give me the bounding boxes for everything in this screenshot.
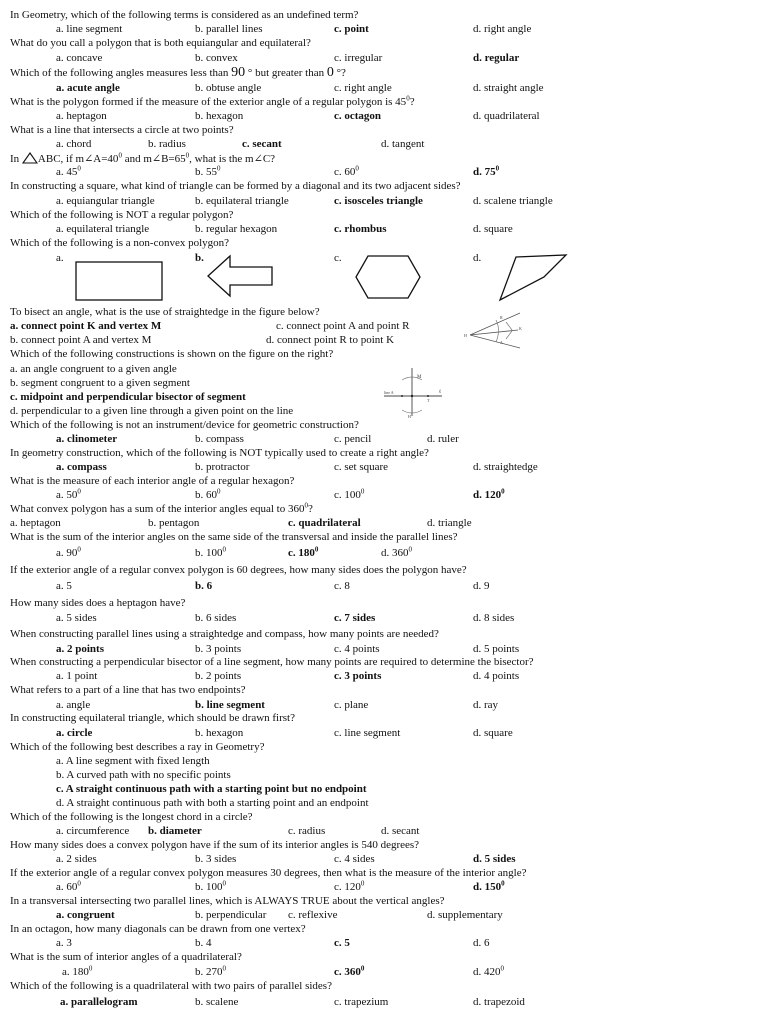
q30-option-c: c. trapezium	[334, 996, 389, 1008]
q20-option-d: d. 4 points	[473, 670, 520, 682]
q7-option-d: d. scalene triangle	[473, 195, 553, 207]
question-18-stem: How many sides does a heptagon have?	[10, 597, 186, 609]
question-28-stem: In an octagon, how many diagonals can be drawn from one vertex?	[10, 923, 306, 935]
q14-option-a: a. $50^0$	[56, 487, 81, 501]
q8-option-c: c. rhombus	[334, 223, 387, 235]
q4-option-a: a. heptagon	[56, 110, 107, 122]
q9-option-b: b.	[195, 252, 204, 264]
question-24-stem: Which of the following is the longest chord in a circle?	[10, 811, 253, 823]
fig-label-line: line A	[384, 390, 394, 395]
q12-option-a: a. clinometer	[56, 433, 118, 445]
question-26-stem: If the exterior angle of a regular convex polygon measures 30 degrees, then what is the measure of the interior angle?	[10, 867, 527, 879]
q7-option-a: a. equiangular triangle	[56, 195, 155, 207]
question-17-stem: If the exterior angle of a regular convex polygon is 60 degrees, how many sides does the polygon have?	[10, 564, 467, 576]
question-1-stem: In Geometry, which of the following terms is considered as an undefined term?	[10, 9, 359, 21]
q16-option-a: a. $90^0$	[56, 545, 81, 559]
q26-option-b: b. $100^0$	[195, 879, 226, 893]
q10-option-c: c. connect point A and point R	[276, 320, 410, 332]
q3-option-d: d. straight angle	[473, 82, 544, 94]
q2-option-b: b. convex	[195, 52, 238, 64]
q12-option-d: d. ruler	[427, 433, 459, 445]
q27-option-c: c. reflexive	[288, 909, 338, 921]
perpendicular-construction-figure	[382, 364, 446, 420]
fig-label-t: T	[427, 398, 430, 403]
q1-option-c: c. point	[334, 23, 369, 35]
question-30-stem: Which of the following is a quadrilateral with two pairs of parallel sides?	[10, 980, 332, 992]
q16-option-b: b. $100^0$	[195, 545, 226, 559]
q24-option-c: c. radius	[288, 825, 326, 837]
q21-option-b: b. line segment	[195, 699, 265, 711]
q18-option-c: c. 7 sides	[334, 612, 376, 624]
q22-option-c: c. line segment	[334, 727, 401, 739]
q16-option-d: d. $360^0$	[381, 545, 412, 559]
rectangle-figure	[74, 259, 164, 303]
question-16-stem: What is the sum of the interior angles on the same side of the transversal and inside the parallel lines?	[10, 531, 458, 543]
q21-option-c: c. plane	[334, 699, 369, 711]
q18-option-d: d. 8 sides	[473, 612, 515, 624]
q2-option-a: a. concave	[56, 52, 103, 64]
q22-option-a: a. circle	[56, 727, 93, 739]
q12-option-c: c. pencil	[334, 433, 372, 445]
q10-option-d: d. connect point R to point K	[266, 334, 395, 346]
q14-option-c: c. $100^0$	[334, 487, 365, 501]
q14-option-b: b. $60^0$	[195, 487, 221, 501]
q23-option-a: a. A line segment with fixed length	[56, 755, 210, 767]
q7-option-b: b. equilateral triangle	[195, 195, 289, 207]
q7-option-c: c. isosceles triangle	[334, 195, 423, 207]
q17-option-b: b. 6	[195, 580, 213, 592]
q23-option-d: d. A straight continuous path with both a starting point and an endpoint	[56, 797, 369, 809]
q28-option-a: a. 3	[56, 937, 72, 949]
question-7-stem: In constructing a square, what kind of triangle can be formed by a diagonal and its two adjacent sides?	[10, 180, 461, 192]
q10-option-a: a. connect point K and vertex M	[10, 320, 162, 332]
question-13-stem: In geometry construction, which of the following is NOT typically used to create a right angle?	[10, 447, 429, 459]
q19-option-a: a. 2 points	[56, 643, 104, 655]
q19-option-d: d. 5 points	[473, 643, 520, 655]
fig-label-point-a: A	[500, 340, 503, 345]
q6-option-b: b. $55^0$	[195, 164, 221, 178]
q30-option-a: a. parallelogram	[60, 996, 138, 1008]
q3-option-c: c. right angle	[334, 82, 392, 94]
q25-option-b: b. 3 sides	[195, 853, 237, 865]
q1-option-b: b. parallel lines	[195, 23, 263, 35]
q28-option-c: c. 5	[334, 937, 350, 949]
q28-option-d: d. 6	[473, 937, 490, 949]
q4-option-b: b. hexagon	[195, 110, 244, 122]
q2-option-d: d. regular	[473, 52, 520, 64]
q1-option-d: d. right angle	[473, 23, 532, 35]
question-5-stem: What is a line that intersects a circle at two points?	[10, 124, 234, 136]
q11-option-b: b. segment congruent to a given segment	[10, 377, 190, 389]
q25-option-d: d. 5 sides	[473, 853, 516, 865]
q15-option-d: d. triangle	[427, 517, 472, 529]
q6-option-c: c. $60^0$	[334, 164, 359, 178]
q21-option-a: a. angle	[56, 699, 91, 711]
q9-option-c: c.	[334, 252, 342, 264]
q4-option-c: c. octagon	[334, 110, 382, 122]
q11-option-a: a. an angle congruent to a given angle	[10, 363, 177, 375]
q13-option-d: d. straightedge	[473, 461, 538, 473]
q15-option-a: a. heptagon	[10, 517, 61, 529]
q14-option-d: d. $120^0$	[473, 487, 505, 501]
q11-option-d: d. perpendicular to a given line through a given point on the line	[10, 405, 294, 417]
q20-option-c: c. 3 points	[334, 670, 382, 682]
q15-option-b: b. pentagon	[148, 517, 200, 529]
q23-option-c: c. A straight continuous path with a starting point but no endpoint	[56, 783, 367, 795]
q11-option-c: c. midpoint and perpendicular bisector of segment	[10, 391, 246, 403]
question-23-stem: Which of the following best describes a ray in Geometry?	[10, 741, 265, 753]
q19-option-c: c. 4 points	[334, 643, 380, 655]
question-10-stem: To bisect an angle, what is the use of straightedge in the figure below?	[10, 306, 320, 318]
question-15-stem: What convex polygon has a sum of the interior angles equal to $360^0$?	[10, 501, 313, 515]
q29-option-a: a. $180^0$	[62, 964, 93, 978]
q6-option-a: a. $45^0$	[56, 164, 81, 178]
q5-option-d: d. tangent	[381, 138, 425, 150]
fig-label-l: ℓ	[439, 390, 442, 395]
q2-option-c: c. irregular	[334, 52, 383, 64]
q29-option-c: c. $360^0$	[334, 964, 365, 978]
q9-option-a: a.	[56, 252, 64, 264]
q17-option-a: a. 5	[56, 580, 72, 592]
fig-label-vertex: H	[464, 333, 467, 338]
q5-option-b: b. radius	[148, 138, 186, 150]
question-27-stem: In a transversal intersecting two parallel lines, which is ALWAYS TRUE about the vertical angles?	[10, 895, 445, 907]
q17-option-c: c. 8	[334, 580, 350, 592]
question-19-stem: When constructing parallel lines using a straightedge and compass, how many points are needed?	[10, 628, 439, 640]
q13-option-c: c. set square	[334, 461, 389, 473]
q29-option-d: d. $420^0$	[473, 964, 504, 978]
question-11-stem: Which of the following constructions is shown on the figure on the right?	[10, 348, 334, 360]
q30-option-b: b. scalene	[195, 996, 239, 1008]
trapezoid-figure	[494, 250, 570, 304]
question-20-stem: When constructing a perpendicular bisector of a line segment, how many points are required to determine the bisector?	[10, 656, 534, 668]
q6-option-d: d. $75^0$	[473, 164, 500, 178]
triangle-icon	[22, 152, 38, 164]
q9-option-d: d.	[473, 252, 482, 264]
q26-option-c: c. $120^0$	[334, 879, 365, 893]
question-9-stem: Which of the following is a non-convex polygon?	[10, 237, 230, 249]
q3-option-a: a. acute angle	[56, 82, 120, 94]
q24-option-b: b. diameter	[148, 825, 202, 837]
arrow-figure	[206, 254, 276, 300]
question-22-stem: In constructing equilateral triangle, which should be drawn first?	[10, 712, 295, 724]
q26-option-a: a. $60^0$	[56, 879, 81, 893]
question-4-stem: What is the polygon formed if the measure of the exterior angle of a regular polygon is $45^0$?	[10, 94, 415, 108]
hexagon-figure	[354, 254, 422, 300]
fig-label-m: M	[417, 375, 422, 380]
q25-option-c: c. 4 sides	[334, 853, 375, 865]
question-2-stem: What do you call a polygon that is both equiangular and equilateral?	[10, 37, 311, 49]
q25-option-a: a. 2 sides	[56, 853, 97, 865]
q8-option-a: a. equilateral triangle	[56, 223, 150, 235]
q8-option-b: b. regular hexagon	[195, 223, 278, 235]
fig-label-point-r: R	[500, 315, 503, 320]
angle-bisector-figure	[462, 308, 524, 350]
question-25-stem: How many sides does a convex polygon have if the sum of its interior angles is 540 degrees?	[10, 839, 420, 851]
q24-option-d: d. secant	[381, 825, 420, 837]
q12-option-b: b. compass	[195, 433, 244, 445]
q19-option-b: b. 3 points	[195, 643, 242, 655]
q20-option-a: a. 1 point	[56, 670, 98, 682]
q13-option-b: b. protractor	[195, 461, 250, 473]
q10-option-b: b. connect point A and vertex M	[10, 334, 152, 346]
q27-option-b: b. perpendicular	[195, 909, 267, 921]
q27-option-a: a. congruent	[56, 909, 115, 921]
q24-option-a: a. circumference	[56, 825, 130, 837]
q18-option-a: a. 5 sides	[56, 612, 97, 624]
question-29-stem: What is the sum of interior angles of a quadrilateral?	[10, 951, 242, 963]
q3-option-b: b. obtuse angle	[195, 82, 262, 94]
q21-option-d: d. ray	[473, 699, 499, 711]
q4-option-d: d. quadrilateral	[473, 110, 540, 122]
q13-option-a: a. compass	[56, 461, 107, 473]
question-12-stem: Which of the following is not an instrument/device for geometric construction?	[10, 419, 359, 431]
question-14-stem: What is the measure of each interior angle of a regular hexagon?	[10, 475, 295, 487]
q5-option-c: c. secant	[242, 138, 282, 150]
q5-option-a: a. chord	[56, 138, 92, 150]
question-21-stem: What refers to a part of a line that has two endpoints?	[10, 684, 246, 696]
q17-option-d: d. 9	[473, 580, 490, 592]
fig-label-h: H	[408, 414, 411, 419]
q30-option-d: d. trapezoid	[473, 996, 525, 1008]
question-3-stem: Which of the following angles measures less than 90 ° but greater than 0 °?	[10, 65, 346, 80]
q22-option-b: b. hexagon	[195, 727, 244, 739]
q15-option-c: c. quadrilateral	[288, 517, 361, 529]
q23-option-b: b. A curved path with no specific points	[56, 769, 231, 781]
q29-option-b: b. $270^0$	[195, 964, 226, 978]
q18-option-b: b. 6 sides	[195, 612, 237, 624]
fig-label-point-k: K	[519, 326, 522, 331]
q27-option-d: d. supplementary	[427, 909, 503, 921]
q16-option-c: c. $180^0$	[288, 545, 319, 559]
q22-option-d: d. square	[473, 727, 513, 739]
q28-option-b: b. 4	[195, 937, 212, 949]
q1-option-a: a. line segment	[56, 23, 123, 35]
q8-option-d: d. square	[473, 223, 513, 235]
question-6-stem: In ABC, if $m\angle A=40^0$ and $m\angle B=65^0$, what is the m∠C?	[10, 151, 276, 165]
question-8-stem: Which of the following is NOT a regular polygon?	[10, 209, 234, 221]
q26-option-d: d. $150^0$	[473, 879, 505, 893]
q20-option-b: b. 2 points	[195, 670, 242, 682]
